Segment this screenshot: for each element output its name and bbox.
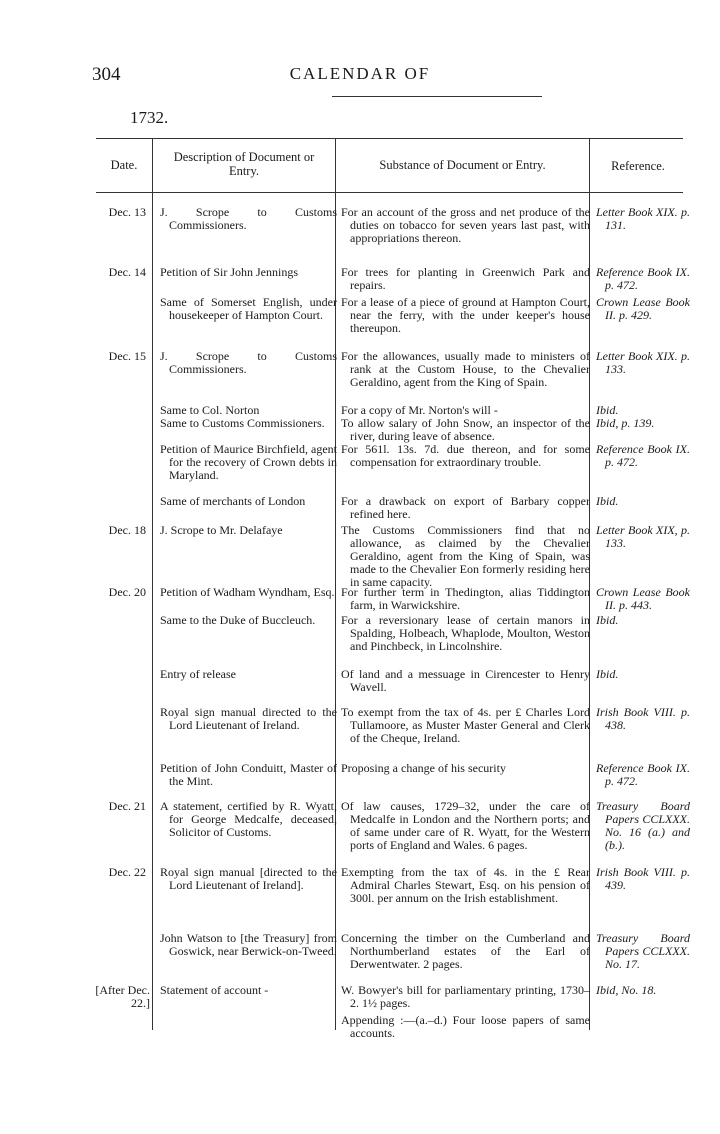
entry-description: Petition of Sir John Jennings — [160, 265, 299, 279]
entry-substance: For the allowances, usually made to ministers of rank at the Custom House, to the Chevalier Geraldino, agent from the King of Spain. — [341, 349, 590, 389]
entry-date: Dec. 18 — [108, 523, 146, 537]
column-header-description: Description of Document or Entry. — [173, 150, 315, 178]
entry-description: Same of Somerset English, under housekeeper of Hampton Court. — [160, 295, 337, 322]
entry-reference: Irish Book VIII. p. 438. — [596, 705, 690, 732]
entry-substance: For a lease of a piece of ground at Hampton Court, near the ferry, with the under keeper's house thereupon. — [341, 295, 590, 335]
entry-substance: To exempt from the tax of 4s. per £ Charles Lord Tullamoore, as Muster Master General and Clerk of the Cheque, Ireland. — [341, 705, 590, 745]
entry-date: Dec. 22 — [108, 865, 146, 879]
entry-substance: For a reversionary lease of certain manors in Spalding, Holbeach, Whaplode, Moulton, Weston and Pinchbeck, in Lincolnshire. — [341, 613, 590, 653]
column-divider — [152, 138, 153, 1030]
entry-description: Petition of John Conduitt, Master of the Mint. — [160, 761, 337, 788]
page-number: 304 — [92, 64, 121, 85]
entry-substance: Of law causes, 1729–32, under the care of Medcalfe in London and the Northern ports; and of same under care of R. Wyatt, for the Western ports of England and Wales. 6 pages. — [341, 799, 590, 852]
entry-reference: Treasury Board Papers CCLXXX. No. 16 (a.) and (b.). — [596, 799, 690, 852]
year-heading: 1732. — [130, 108, 169, 127]
table-top-rule — [96, 138, 683, 139]
entry-substance: For trees for planting in Greenwich Park and repairs. — [341, 265, 590, 292]
entry-reference: Irish Book VIII. p. 439. — [596, 865, 690, 892]
entry-description: J. Scrope to Customs Commissioners. — [160, 205, 337, 232]
entry-reference: Ibid. — [596, 613, 619, 627]
entry-reference: Letter Book XIX. p. 133. — [596, 349, 690, 376]
entry-reference: Treasury Board Papers CCLXXX. No. 17. — [596, 931, 690, 971]
entry-description: Royal sign manual directed to the Lord Lieutenant of Ireland. — [160, 705, 337, 732]
entry-date: Dec. 14 — [108, 265, 146, 279]
entry-substance: For 561l. 13s. 7d. due thereon, and for some compensation for extraordinary trouble. — [341, 442, 590, 469]
entry-description: Same to Customs Commissioners. — [160, 416, 325, 430]
entry-reference: Letter Book XIX. p. 131. — [596, 205, 690, 232]
title-rule — [332, 96, 542, 97]
entry-description: Entry of release — [160, 667, 236, 681]
entry-substance: Concerning the timber on the Cumberland and Northumberland estates of the Earl of Derwentwater. 2 pages. — [341, 931, 590, 971]
entry-substance: Appending :—(a.–d.) Four loose papers of same accounts. — [341, 1013, 590, 1040]
entry-reference: Reference Book IX. p. 472. — [596, 442, 690, 469]
entry-reference: Ibid, No. 18. — [596, 983, 657, 997]
running-head: CALENDAR OF — [289, 64, 431, 83]
table-header-rule — [96, 192, 683, 193]
entry-substance: Proposing a change of his security — [341, 761, 506, 775]
entry-reference: Ibid, p. 139. — [596, 416, 655, 430]
entry-substance: For further term in Thedington, alias Tiddington farm, in Warwickshire. — [341, 585, 590, 612]
entry-description: Same to the Duke of Buccleuch. — [160, 613, 316, 627]
entry-substance: For a copy of Mr. Norton's will - — [341, 403, 498, 417]
entry-description: Petition of Wadham Wyndham, Esq. — [160, 585, 335, 599]
entry-substance: Exempting from the tax of 4s. in the £ Rear Admiral Charles Stewart, Esq. on his pension of 300l. per annum on the Irish establishment. — [341, 865, 590, 905]
entry-date: [After Dec. 22.] — [95, 983, 150, 1010]
entry-description: Royal sign manual [directed to the Lord Lieutenant of Ireland]. — [160, 865, 337, 892]
entry-date: Dec. 21 — [108, 799, 146, 813]
entry-description: J. Scrope to Mr. Delafaye — [160, 523, 283, 537]
entry-reference: Reference Book IX. p. 472. — [596, 761, 690, 788]
entry-substance: The Customs Commissioners find that no allowance, as claimed by the Chevalier Geraldino, agent from the King of Spain, was made to the Chevalier Eon formerly residing here in same capacity. — [341, 523, 590, 589]
entry-reference: Ibid. — [596, 494, 619, 508]
entry-description: Petition of Maurice Birchfield, agent for the recovery of Crown debts in Maryland. — [160, 442, 337, 482]
column-header-reference: Reference. — [611, 159, 665, 173]
entry-substance: W. Bowyer's bill for parliamentary printing, 1730–2. 1½ pages. — [341, 983, 590, 1010]
entry-date: Dec. 20 — [108, 585, 146, 599]
entry-substance: To allow salary of John Snow, an inspector of the river, during leave of absence. — [341, 416, 590, 443]
entry-description: A statement, certified by R. Wyatt, for George Medcalfe, deceased, Solicitor of Customs. — [160, 799, 337, 839]
entry-reference: Ibid. — [596, 403, 619, 417]
entry-reference: Crown Lease Book II. p. 429. — [596, 295, 690, 322]
entry-reference: Ibid. — [596, 667, 619, 681]
entry-description: Same to Col. Norton — [160, 403, 260, 417]
entry-description: Statement of account - — [160, 983, 269, 997]
column-header-date: Date. — [110, 158, 138, 172]
entry-reference: Reference Book IX. p. 472. — [596, 265, 690, 292]
entry-substance: For a drawback on export of Barbary copper refined here. — [341, 494, 590, 521]
column-header-substance: Substance of Document or Entry. — [379, 158, 546, 172]
entry-description: J. Scrope to Customs Commissioners. — [160, 349, 337, 376]
entry-description: John Watson to [the Treasury] from Goswick, near Berwick-on-Tweed. — [160, 931, 337, 958]
entry-substance: Of land and a messuage in Cirencester to Henry Wavell. — [341, 667, 590, 694]
entry-description: Same of merchants of London — [160, 494, 306, 508]
entry-substance: For an account of the gross and net produce of the duties on tobacco for seven years last past, with appropriations thereon. — [341, 205, 590, 245]
entry-date: Dec. 15 — [108, 349, 146, 363]
entry-reference: Crown Lease Book II. p. 443. — [596, 585, 690, 612]
entry-date: Dec. 13 — [108, 205, 146, 219]
entry-reference: Letter Book XIX, p. 133. — [596, 523, 690, 550]
